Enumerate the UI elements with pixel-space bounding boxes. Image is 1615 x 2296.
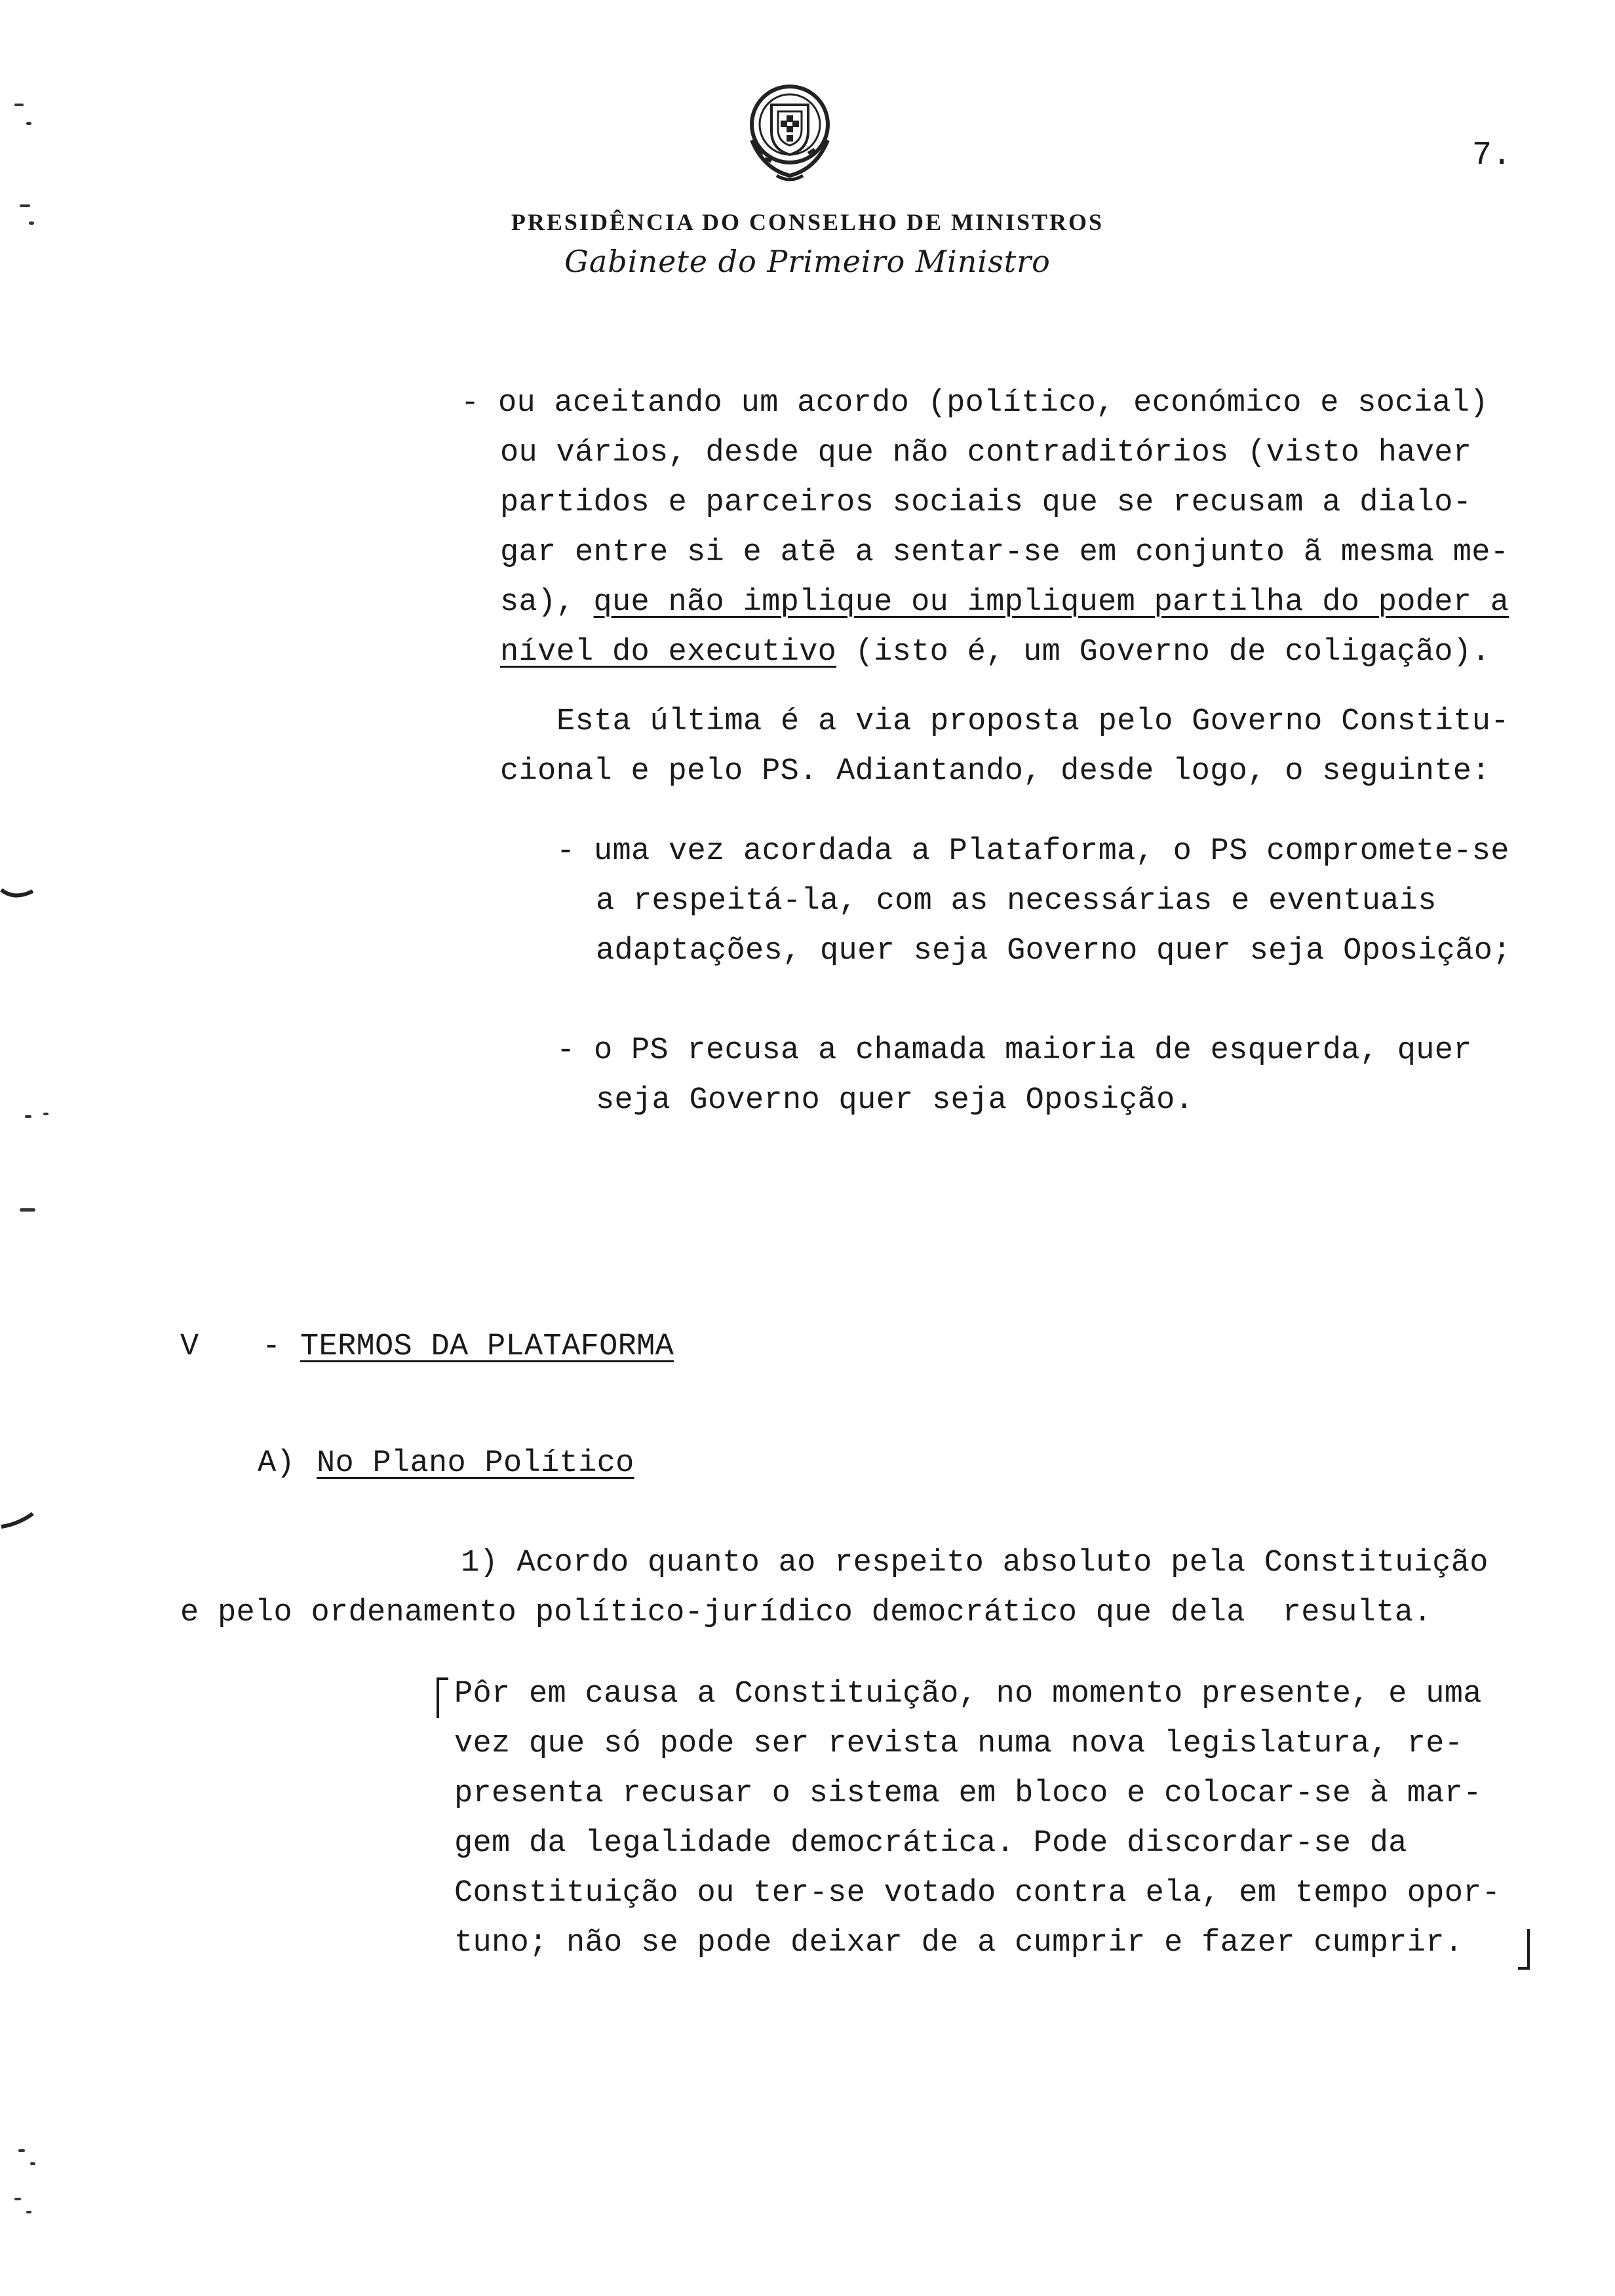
page-number: 7. xyxy=(1472,137,1512,174)
scan-mark xyxy=(14,2198,21,2200)
section-numeral: V xyxy=(180,1330,199,1364)
proposal-line-2: cional e pelo PS. Adiantando, desde logo, o seguinte: xyxy=(500,754,1490,789)
point-1-line-2: e pelo ordenamento político-jurídico democrático que dela resulta. xyxy=(180,1596,1432,1630)
intro-line-6: nível do executivo (isto é, um Governo de coligação). xyxy=(500,635,1490,670)
bullet-1-line-1: - uma vez acordada a Plataforma, o PS compromete-se xyxy=(556,834,1509,869)
intro-line-4: gar entre si e atē a sentar-se em conjunto ã mesma me- xyxy=(500,535,1509,570)
scan-mark xyxy=(20,204,30,207)
scan-mark xyxy=(14,104,24,106)
intro-line-3: partidos e parceiros sociais que se recusam a dialo- xyxy=(500,486,1472,520)
note-line-6: tuno; não se pode deixar de a cumprir e fazer cumprir. xyxy=(454,1926,1464,1961)
underlined-phrase-end: nível do executivo xyxy=(500,635,837,670)
note-line-3: presenta recusar o sistema em bloco e colocar-se à mar- xyxy=(454,1776,1482,1811)
binding-mark xyxy=(0,1511,35,1531)
scan-mark xyxy=(26,2211,31,2213)
scan-mark xyxy=(25,1115,31,1118)
bullet-1-line-2: a respeitá-la, com as necessárias e eventuais xyxy=(596,884,1437,919)
scan-mark xyxy=(30,2162,35,2165)
underlined-phrase: que não implique ou impliquem partilha do poder a xyxy=(593,585,1509,620)
scan-mark xyxy=(29,221,34,225)
subsection-title: No Plano Político xyxy=(317,1446,634,1481)
note-line-4: gem da legalidade democrática. Pode discordar-se da xyxy=(454,1826,1407,1861)
point-1-line-1: 1) Acordo quanto ao respeito absoluto pela Constituição xyxy=(461,1546,1489,1580)
letterhead-title: PRESIDÊNCIA DO CONSELHO DE MINISTROS xyxy=(511,209,1104,235)
section-dash: - xyxy=(262,1330,281,1364)
scan-mark xyxy=(26,122,31,125)
intro-line-2: ou vários, desde que não contraditórios (visto haver xyxy=(500,436,1472,470)
bullet-2-line-1: - o PS recusa a chamada maioria de esquerda, quer xyxy=(556,1033,1472,1068)
note-line-2: vez que só pode ser revista numa nova legislatura, re- xyxy=(454,1727,1464,1761)
intro-line-5: sa), que não implique ou impliquem partilha do poder a xyxy=(500,585,1509,620)
bullet-2-line-2: seja Governo quer seja Oposição. xyxy=(596,1083,1194,1118)
binding-mark xyxy=(0,886,35,902)
intro-line-1: - ou aceitando um acordo (político, económico e social) xyxy=(461,386,1489,421)
note-line-5: Constituição ou ter-se votado contra ela, em tempo opor- xyxy=(454,1876,1501,1911)
bullet-1-line-3: adaptações, quer seja Governo quer seja Oposição; xyxy=(596,934,1511,968)
scan-mark xyxy=(18,2149,25,2152)
note-line-1: Pôr em causa a Constituição, no momento presente, e uma xyxy=(454,1677,1482,1712)
note-close-bracket xyxy=(1518,1929,1530,1970)
scan-mark xyxy=(43,1113,49,1115)
subsection-label: A) xyxy=(258,1446,296,1481)
letterhead-subtitle: Gabinete do Primeiro Ministro xyxy=(564,244,1051,279)
proposal-line-1: Esta última é a via proposta pelo Governo Constitu- xyxy=(556,704,1509,739)
coat-of-arms-emblem xyxy=(737,77,842,185)
scan-mark xyxy=(20,1208,35,1212)
note-open-bracket xyxy=(437,1677,448,1718)
section-title: TERMOS DA PLATAFORMA xyxy=(300,1330,674,1364)
